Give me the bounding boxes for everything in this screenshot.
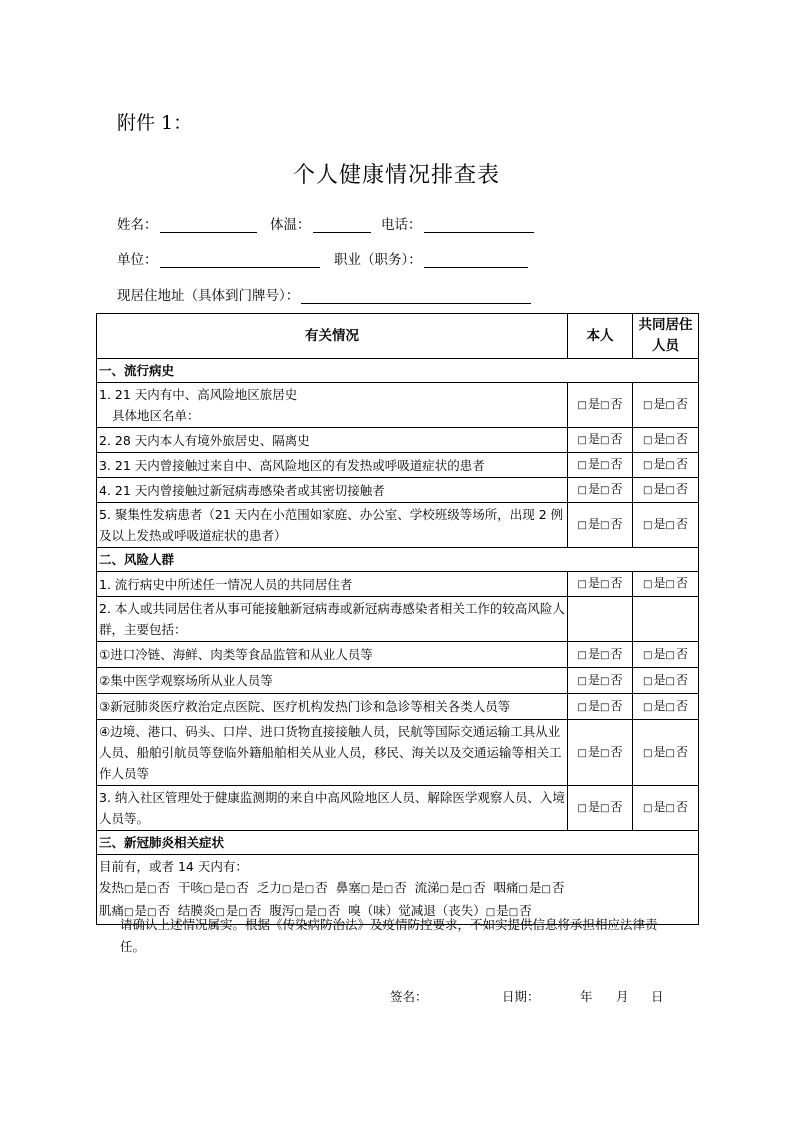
cohab-choice[interactable] (633, 453, 699, 478)
no-label: 否 (610, 482, 623, 496)
item-text (97, 383, 568, 428)
no-label: 否 (610, 397, 623, 411)
item-text: 2. 28 天内本人有境外旅居史、隔离史 (97, 428, 568, 453)
yes-label: 是 (653, 482, 666, 496)
yes-label: 是 (653, 457, 666, 471)
yes-label: 是 (292, 880, 305, 895)
yes-label: 是 (587, 672, 600, 687)
no-label: 否 (675, 457, 688, 471)
no-checkbox[interactable]: □ (508, 907, 519, 918)
yes-checkbox[interactable]: □ (643, 435, 653, 446)
job-input-line[interactable] (424, 252, 528, 268)
no-checkbox[interactable]: □ (665, 485, 675, 496)
yes-label: 是 (653, 744, 666, 759)
name-label: 姓名： (117, 217, 158, 233)
yes-label: 是 (587, 432, 600, 446)
symptom-label: 乏力 (256, 880, 282, 895)
table-row (97, 478, 699, 503)
item-text: ②集中医学观察场所从业人员等 (97, 668, 568, 694)
table-row (97, 694, 699, 720)
no-label: 否 (675, 800, 688, 814)
table-row (97, 453, 699, 478)
no-checkbox[interactable]: □ (600, 579, 610, 590)
yes-checkbox[interactable]: □ (577, 649, 587, 661)
yes-checkbox[interactable]: □ (577, 435, 587, 446)
table-row (97, 642, 699, 668)
yes-checkbox[interactable]: □ (577, 579, 587, 590)
yes-checkbox[interactable]: □ (202, 884, 213, 895)
yes-checkbox[interactable]: □ (360, 884, 371, 895)
address-label: 现居住地址（具体到门牌号）： (117, 288, 300, 304)
item-text: 2. 本人或共同居住者从事可能接触新冠病毒或新冠病毒感染者相关工作的较高风险人群，主要包括： (97, 597, 568, 642)
self-choice[interactable] (568, 694, 633, 720)
table-row (97, 503, 699, 548)
no-label: 否 (610, 432, 623, 446)
section-title: 二、风险人群 (97, 548, 699, 572)
no-checkbox[interactable]: □ (600, 485, 610, 496)
yes-label: 是 (587, 576, 600, 590)
symptoms-intro: 目前有，或者 14 天内有： (99, 859, 248, 874)
address-field[interactable] (117, 284, 531, 304)
no-checkbox[interactable]: □ (665, 675, 675, 687)
no-checkbox[interactable]: □ (665, 400, 675, 411)
cohab-choice[interactable] (633, 478, 699, 503)
yes-checkbox[interactable]: □ (643, 400, 653, 411)
no-checkbox[interactable]: □ (665, 460, 675, 471)
yes-label: 是 (653, 432, 666, 446)
item-text: ④边境、港口、码头、口岸、进口货物直接接触人员，民航等国际交通运输工具从业人员、船舶引航员等登临外籍船舶相关从业人员，移民、海关以及交通运输等相关工作人员等 (97, 720, 568, 786)
unit-field[interactable] (117, 248, 320, 268)
cohab-choice[interactable] (633, 428, 699, 453)
name-input-line[interactable] (160, 217, 257, 233)
year-label: 年 (580, 989, 593, 1004)
unit-label: 单位： (117, 252, 158, 268)
yes-label: 是 (304, 903, 318, 918)
no-label: 否 (675, 482, 688, 496)
yes-checkbox[interactable]: □ (643, 675, 653, 687)
section-row (97, 548, 699, 572)
item-text: 3. 21 天内曾接触过来自中、高风险地区的有发热或呼吸道症状的患者 (97, 453, 568, 478)
no-checkbox[interactable]: □ (600, 701, 610, 713)
symptom-label: 干咳 (177, 880, 203, 895)
no-label: 否 (675, 517, 688, 531)
yes-label: 是 (134, 903, 147, 918)
yes-checkbox[interactable]: □ (643, 460, 653, 471)
no-label: 否 (675, 397, 688, 411)
cohab-choice[interactable] (633, 642, 699, 668)
yes-checkbox[interactable]: □ (124, 884, 134, 895)
yes-label: 是 (213, 880, 226, 895)
yes-label: 是 (371, 880, 384, 895)
empty-cell (568, 597, 633, 642)
no-checkbox[interactable]: □ (665, 649, 675, 661)
no-label: 否 (610, 517, 623, 531)
table-row (97, 572, 699, 597)
yes-checkbox[interactable]: □ (577, 485, 587, 496)
job-field[interactable] (334, 248, 528, 268)
self-choice[interactable] (568, 503, 633, 548)
yes-label: 是 (587, 744, 600, 759)
yes-checkbox[interactable]: □ (215, 907, 225, 918)
no-label: 否 (675, 672, 688, 687)
yes-label: 是 (587, 397, 600, 411)
symptom-label: 发热 (99, 880, 125, 895)
self-choice[interactable] (568, 428, 633, 453)
table-row (97, 786, 699, 831)
table-header-row (97, 314, 699, 359)
yes-label: 是 (587, 517, 600, 531)
attachment-label: 附件 1： (117, 112, 193, 134)
no-checkbox[interactable]: □ (665, 435, 675, 446)
yes-label: 是 (225, 903, 239, 918)
item-line: 具体地区名单： (112, 408, 200, 423)
symptom-label: 咽痛 (493, 880, 519, 895)
temperature-input-line[interactable] (313, 217, 371, 233)
no-label: 否 (675, 744, 688, 759)
no-label: 否 (394, 880, 407, 895)
no-label: 否 (675, 698, 688, 713)
table-row (97, 720, 699, 786)
no-checkbox[interactable]: □ (238, 907, 248, 918)
no-checkbox[interactable]: □ (600, 675, 610, 687)
date-label: 日期： (502, 989, 540, 1004)
cohab-choice[interactable] (633, 572, 699, 597)
yes-checkbox[interactable]: □ (643, 520, 653, 531)
no-label: 否 (327, 903, 341, 918)
no-checkbox[interactable]: □ (665, 520, 675, 531)
self-choice[interactable] (568, 478, 633, 503)
symptom-label: 鼻塞 (335, 880, 361, 895)
yes-label: 是 (587, 646, 600, 661)
no-label: 否 (610, 672, 623, 687)
yes-label: 是 (587, 800, 600, 814)
no-checkbox[interactable]: □ (600, 803, 610, 814)
no-label: 否 (519, 903, 532, 918)
no-checkbox[interactable]: □ (600, 435, 610, 446)
no-label: 否 (157, 903, 170, 918)
table-row (97, 428, 699, 453)
day-label: 日 (651, 989, 664, 1004)
yes-checkbox[interactable]: □ (281, 884, 292, 895)
yes-checkbox[interactable]: □ (577, 803, 587, 814)
no-label: 否 (248, 903, 262, 918)
yes-label: 是 (450, 880, 463, 895)
item-text: 3. 纳入社区管理处于健康监测期的来自中高风险地区人员、解除医学观察人员、入境人员等。 (97, 786, 568, 831)
self-choice[interactable] (568, 668, 633, 694)
cohab-choice[interactable] (633, 383, 699, 428)
yes-label: 是 (653, 698, 666, 713)
cohab-choice[interactable] (633, 694, 699, 720)
empty-cell (633, 597, 699, 642)
no-checkbox[interactable]: □ (462, 884, 473, 895)
table-row (97, 668, 699, 694)
yes-label: 是 (653, 672, 666, 687)
item-text: ③新冠肺炎医疗救治定点医院、医疗机构发热门诊和急诊等相关各类人员等 (97, 694, 568, 720)
self-choice[interactable] (568, 720, 633, 786)
section-title: 一、流行病史 (97, 359, 699, 383)
item-text: ①进口冷链、海鲜、肉类等食品监管和从业人员等 (97, 642, 568, 668)
address-input-line[interactable] (301, 288, 531, 304)
no-label: 否 (610, 646, 623, 661)
yes-label: 是 (529, 880, 542, 895)
no-label: 否 (236, 880, 249, 895)
no-checkbox[interactable]: □ (600, 747, 610, 759)
cohab-choice[interactable] (633, 668, 699, 694)
no-checkbox[interactable]: □ (383, 884, 394, 895)
no-label: 否 (551, 880, 565, 895)
section-title: 三、新冠肺炎相关症状 (97, 831, 699, 855)
phone-field[interactable] (381, 213, 534, 233)
symptom-label: 嗅（味）觉减退（丧失） (348, 903, 486, 918)
yes-checkbox[interactable]: □ (577, 460, 587, 471)
yes-checkbox[interactable]: □ (577, 747, 587, 759)
yes-checkbox[interactable]: □ (439, 884, 450, 895)
no-label: 否 (610, 698, 623, 713)
phone-label: 电话： (381, 217, 422, 233)
no-label: 否 (610, 457, 623, 471)
no-checkbox[interactable]: □ (146, 907, 157, 918)
item-text: 4. 21 天内曾接触过新冠病毒感染者或其密切接触者 (97, 478, 568, 503)
job-label: 职业（职务）： (334, 252, 422, 268)
no-checkbox[interactable]: □ (665, 701, 675, 713)
table-row (97, 383, 699, 428)
item-text: 1. 流行病史中所述任一情况人员的共同居住者 (97, 572, 568, 597)
yes-checkbox[interactable]: □ (643, 701, 653, 713)
yes-label: 是 (587, 482, 600, 496)
no-checkbox[interactable]: □ (146, 884, 157, 895)
yes-label: 是 (134, 880, 147, 895)
no-label: 否 (610, 800, 623, 814)
yes-checkbox[interactable]: □ (124, 907, 134, 918)
yes-label: 是 (653, 800, 666, 814)
name-field[interactable] (117, 213, 257, 233)
month-label: 月 (616, 989, 629, 1004)
temperature-field[interactable] (270, 213, 371, 233)
no-label: 否 (315, 880, 328, 895)
yes-label: 是 (496, 903, 509, 918)
yes-checkbox[interactable]: □ (643, 747, 653, 759)
signature-label: 签名： (390, 989, 428, 1004)
symptom-label: 流涕 (414, 880, 440, 895)
header-self: 本人 (568, 314, 633, 359)
no-label: 否 (157, 880, 170, 895)
no-checkbox[interactable]: □ (665, 747, 675, 759)
yes-checkbox[interactable]: □ (518, 884, 528, 895)
no-checkbox[interactable]: □ (665, 579, 675, 590)
section-row (97, 831, 699, 855)
symptom-line (99, 877, 696, 900)
no-checkbox[interactable]: □ (541, 884, 551, 895)
yes-checkbox[interactable]: □ (643, 579, 653, 590)
no-checkbox[interactable]: □ (317, 907, 327, 918)
no-checkbox[interactable]: □ (665, 803, 675, 814)
yes-checkbox[interactable]: □ (643, 485, 653, 496)
table-row (97, 597, 699, 642)
no-label: 否 (675, 432, 688, 446)
cohab-choice[interactable] (633, 720, 699, 786)
no-checkbox[interactable]: □ (304, 884, 315, 895)
header-item: 有关情况 (97, 314, 568, 359)
no-checkbox[interactable]: □ (600, 400, 610, 411)
yes-label: 是 (653, 397, 666, 411)
no-label: 否 (675, 646, 688, 661)
self-choice[interactable] (568, 642, 633, 668)
no-checkbox[interactable]: □ (600, 649, 610, 661)
no-label: 否 (675, 576, 688, 590)
health-check-table (96, 313, 699, 925)
no-label: 否 (610, 576, 623, 590)
yes-label: 是 (587, 698, 600, 713)
symptom-label: 腹泻 (269, 903, 295, 918)
no-label: 否 (610, 744, 623, 759)
yes-label: 是 (653, 646, 666, 661)
unit-input-line[interactable] (160, 252, 320, 268)
yes-checkbox[interactable]: □ (294, 907, 304, 918)
yes-checkbox[interactable]: □ (643, 649, 653, 661)
symptom-label: 肌痛 (99, 903, 125, 918)
no-checkbox[interactable]: □ (600, 520, 610, 531)
cohab-choice[interactable] (633, 503, 699, 548)
no-checkbox[interactable]: □ (225, 884, 236, 895)
yes-checkbox[interactable]: □ (577, 675, 587, 687)
symptom-label: 结膜炎 (177, 903, 216, 918)
self-choice[interactable] (568, 786, 633, 831)
yes-label: 是 (653, 576, 666, 590)
section-row (97, 359, 699, 383)
self-choice[interactable] (568, 383, 633, 428)
yes-checkbox[interactable]: □ (485, 907, 496, 918)
header-cohabitant: 共同居住人员 (633, 314, 699, 359)
temperature-label: 体温： (270, 217, 311, 233)
item-text: 5. 聚集性发病患者（21 天内在小范围如家庭、办公室、学校班级等场所，出现 2 例及以上发热或呼吸道症状的患者） (97, 503, 568, 548)
form-title: 个人健康情况排查表 (292, 163, 500, 188)
yes-label: 是 (587, 457, 600, 471)
item-line: 1. 21 天内有中、高风险地区旅居史 (99, 387, 298, 402)
no-label: 否 (473, 880, 486, 895)
self-choice[interactable] (568, 572, 633, 597)
yes-label: 是 (653, 517, 666, 531)
phone-input-line[interactable] (424, 217, 534, 233)
no-checkbox[interactable]: □ (600, 460, 610, 471)
cohab-choice[interactable] (633, 786, 699, 831)
yes-checkbox[interactable]: □ (643, 803, 653, 814)
yes-checkbox[interactable]: □ (577, 520, 587, 531)
yes-checkbox[interactable]: □ (577, 701, 587, 713)
yes-checkbox[interactable]: □ (577, 400, 587, 411)
self-choice[interactable] (568, 453, 633, 478)
declaration-note: 请确认上述情况属实。根据《传染病防治法》及疫情防控要求，不如实提供信息将承担相应法律责任。 (120, 917, 658, 954)
